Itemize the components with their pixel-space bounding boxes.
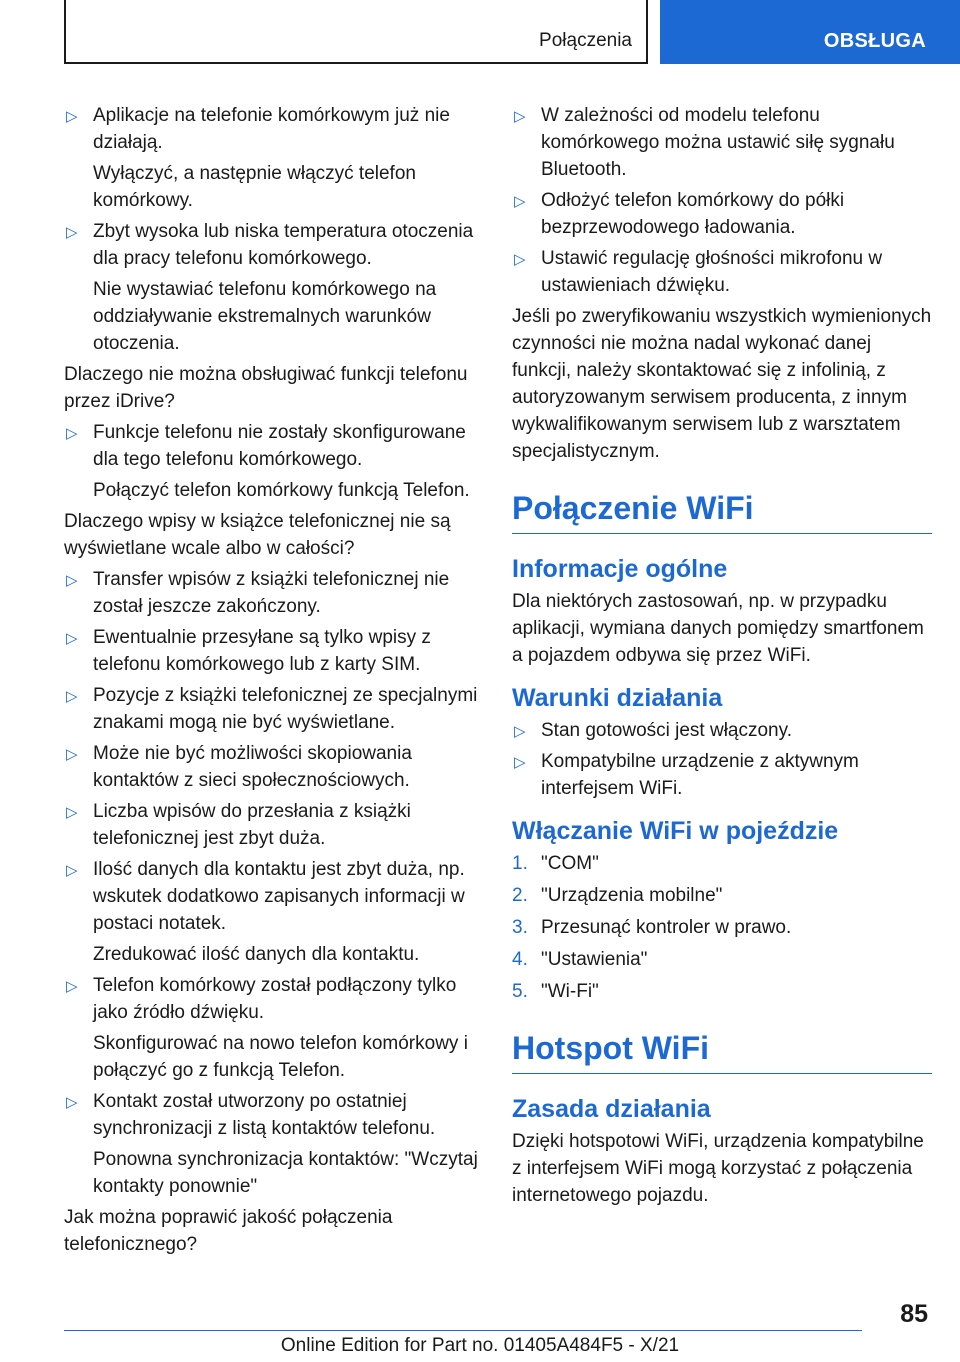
triangle-bullet-icon: ▷ xyxy=(514,251,526,268)
page-number: 85 xyxy=(900,1300,928,1328)
list-item: ▷ Transfer wpisów z książki telefonicznej nie został jeszcze zakończony. xyxy=(66,569,450,617)
list-item: ▷ Telefon komórkowy został podłączony tylko jako źródło dźwięku. xyxy=(66,975,457,1023)
step-item: 4. "Ustawienia" xyxy=(512,949,648,970)
triangle-bullet-icon: ▷ xyxy=(66,688,78,705)
triangle-bullet-icon: ▷ xyxy=(66,108,78,125)
step-item: 3. Przesunąć kontroler w prawo. xyxy=(512,917,792,938)
remedy-text: Połączyć telefon komórkowy funkcją Telefon. xyxy=(93,480,470,501)
list-item: ▷ Liczba wpisów do przesłania z książki telefonicznej jest zbyt duża. xyxy=(66,801,411,849)
list-item: ▷ Ustawić regulację głośności mikrofonu w ustawieniach dźwięku. xyxy=(514,248,883,296)
principle-paragraph: Dzięki hotspotowi WiFi, urządzenia kompatybilne z interfejsem WiFi mogą korzystać z połączenia internetowego pojazdu. xyxy=(512,1131,924,1206)
general-paragraph: Dla niektórych zastosowań, np. w przypadku aplikacji, wymiana danych pomiędzy smartfonem a pojazdem odbywa się przez WiFi. xyxy=(512,591,924,666)
step-item: 5. "Wi-Fi" xyxy=(512,981,599,1002)
question-text: Dlaczego nie można obsługiwać funkcji telefonu przez iDrive? xyxy=(64,364,468,412)
list-item: ▷ Ilość danych dla kontaktu jest zbyt duża, np. wskutek dodatkowo zapisanych informacji w postaci notatek. xyxy=(66,859,465,934)
header-chapter-tab xyxy=(660,0,960,64)
triangle-bullet-icon: ▷ xyxy=(66,1094,78,1111)
step-item: 2. "Urządzenia mobilne" xyxy=(512,885,723,906)
list-item: ▷ Funkcje telefonu nie zostały skonfigurowane dla tego telefonu komórkowego. xyxy=(66,422,466,470)
support-paragraph: Jeśli po zweryfikowaniu wszystkich wymienionych czynności nie można nadal wykonać danej funkcji, należy skontaktować się z infolinią, z autoryzowanym serwisem producenta, z innym wykwalifikowanym serwisem lub z warsztatem specjalistycznym. xyxy=(512,306,932,462)
header-section-box xyxy=(64,0,648,64)
section-heading-wifi: Połączenie WiFi xyxy=(512,489,932,534)
footer-edition: Online Edition for Part no. 01405A484F5 - X/21 xyxy=(280,1335,680,1356)
list-item: ▷ Zbyt wysoka lub niska temperatura otoczenia dla pracy telefonu komórkowego. xyxy=(66,221,474,269)
triangle-bullet-icon: ▷ xyxy=(514,723,526,740)
list-item: ▷ Kontakt został utworzony po ostatniej synchronizacji z listą kontaktów telefonu. xyxy=(66,1091,436,1139)
subheading-enable-wifi: Włączanie WiFi w pojeździe xyxy=(512,817,839,845)
triangle-bullet-icon: ▷ xyxy=(66,978,78,995)
list-item: ▷ Kompatybilne urządzenie z aktywnym interfejsem WiFi. xyxy=(514,751,859,799)
triangle-bullet-icon: ▷ xyxy=(514,754,526,771)
question-text: Dlaczego wpisy w książce telefonicznej nie są wyświetlane wcale albo w całości? xyxy=(64,511,451,559)
list-item: ▷ Może nie być możliwości skopiowania kontaktów z sieci społecznościowych. xyxy=(66,743,412,791)
remedy-text: Zredukować ilość danych dla kontaktu. xyxy=(93,944,420,965)
footer-divider xyxy=(64,1330,862,1331)
remedy-text: Skonfigurować na nowo telefon komórkowy i połączyć go z funkcją Telefon. xyxy=(93,1033,468,1081)
remedy-text: Wyłączyć, a następnie włączyć telefon komórkowy. xyxy=(93,163,416,211)
list-item: ▷ Odłożyć telefon komórkowy do półki bezprzewodowego ładowania. xyxy=(514,190,845,238)
triangle-bullet-icon: ▷ xyxy=(66,425,78,442)
subheading-principle: Zasada działania xyxy=(512,1095,711,1123)
triangle-bullet-icon: ▷ xyxy=(66,224,78,241)
step-item: 1. "COM" xyxy=(512,853,599,874)
header-section-title: Połączenia xyxy=(539,30,632,51)
triangle-bullet-icon: ▷ xyxy=(66,572,78,589)
remedy-text: Nie wystawiać telefonu komórkowego na oddziaływanie ekstremalnych warunków otoczenia. xyxy=(93,279,437,354)
list-item: ▷ Ewentualnie przesyłane są tylko wpisy z telefonu komórkowego lub z karty SIM. xyxy=(66,627,431,675)
list-item: ▷ Stan gotowości jest włączony. xyxy=(512,717,932,744)
left-column xyxy=(64,102,482,1262)
subheading-general: Informacje ogólne xyxy=(512,555,728,583)
triangle-bullet-icon: ▷ xyxy=(66,746,78,763)
question-text: Jak można poprawić jakość połączenia telefonicznego? xyxy=(64,1207,393,1255)
remedy-text: Ponowna synchronizacja kontaktów: "Wczytaj kontakty ponownie" xyxy=(93,1149,478,1197)
section-heading-hotspot: Hotspot WiFi xyxy=(512,1029,932,1074)
triangle-bullet-icon: ▷ xyxy=(514,193,526,210)
triangle-bullet-icon: ▷ xyxy=(66,862,78,879)
subheading-conditions: Warunki działania xyxy=(512,684,723,712)
triangle-bullet-icon: ▷ xyxy=(514,108,526,125)
list-item: ▷ Aplikacje na telefonie komórkowym już nie działają. xyxy=(66,105,450,153)
header-chapter-label: OBSŁUGA xyxy=(823,30,926,52)
list-item: ▷ Pozycje z książki telefonicznej ze specjalnymi znakami mogą nie być wyświetlane. xyxy=(66,685,478,733)
right-column xyxy=(512,102,932,1213)
triangle-bullet-icon: ▷ xyxy=(66,804,78,821)
list-item: ▷ W zależności od modelu telefonu komórkowego można ustawić siłę sygnału Bluetooth. xyxy=(514,105,895,180)
triangle-bullet-icon: ▷ xyxy=(66,630,78,647)
